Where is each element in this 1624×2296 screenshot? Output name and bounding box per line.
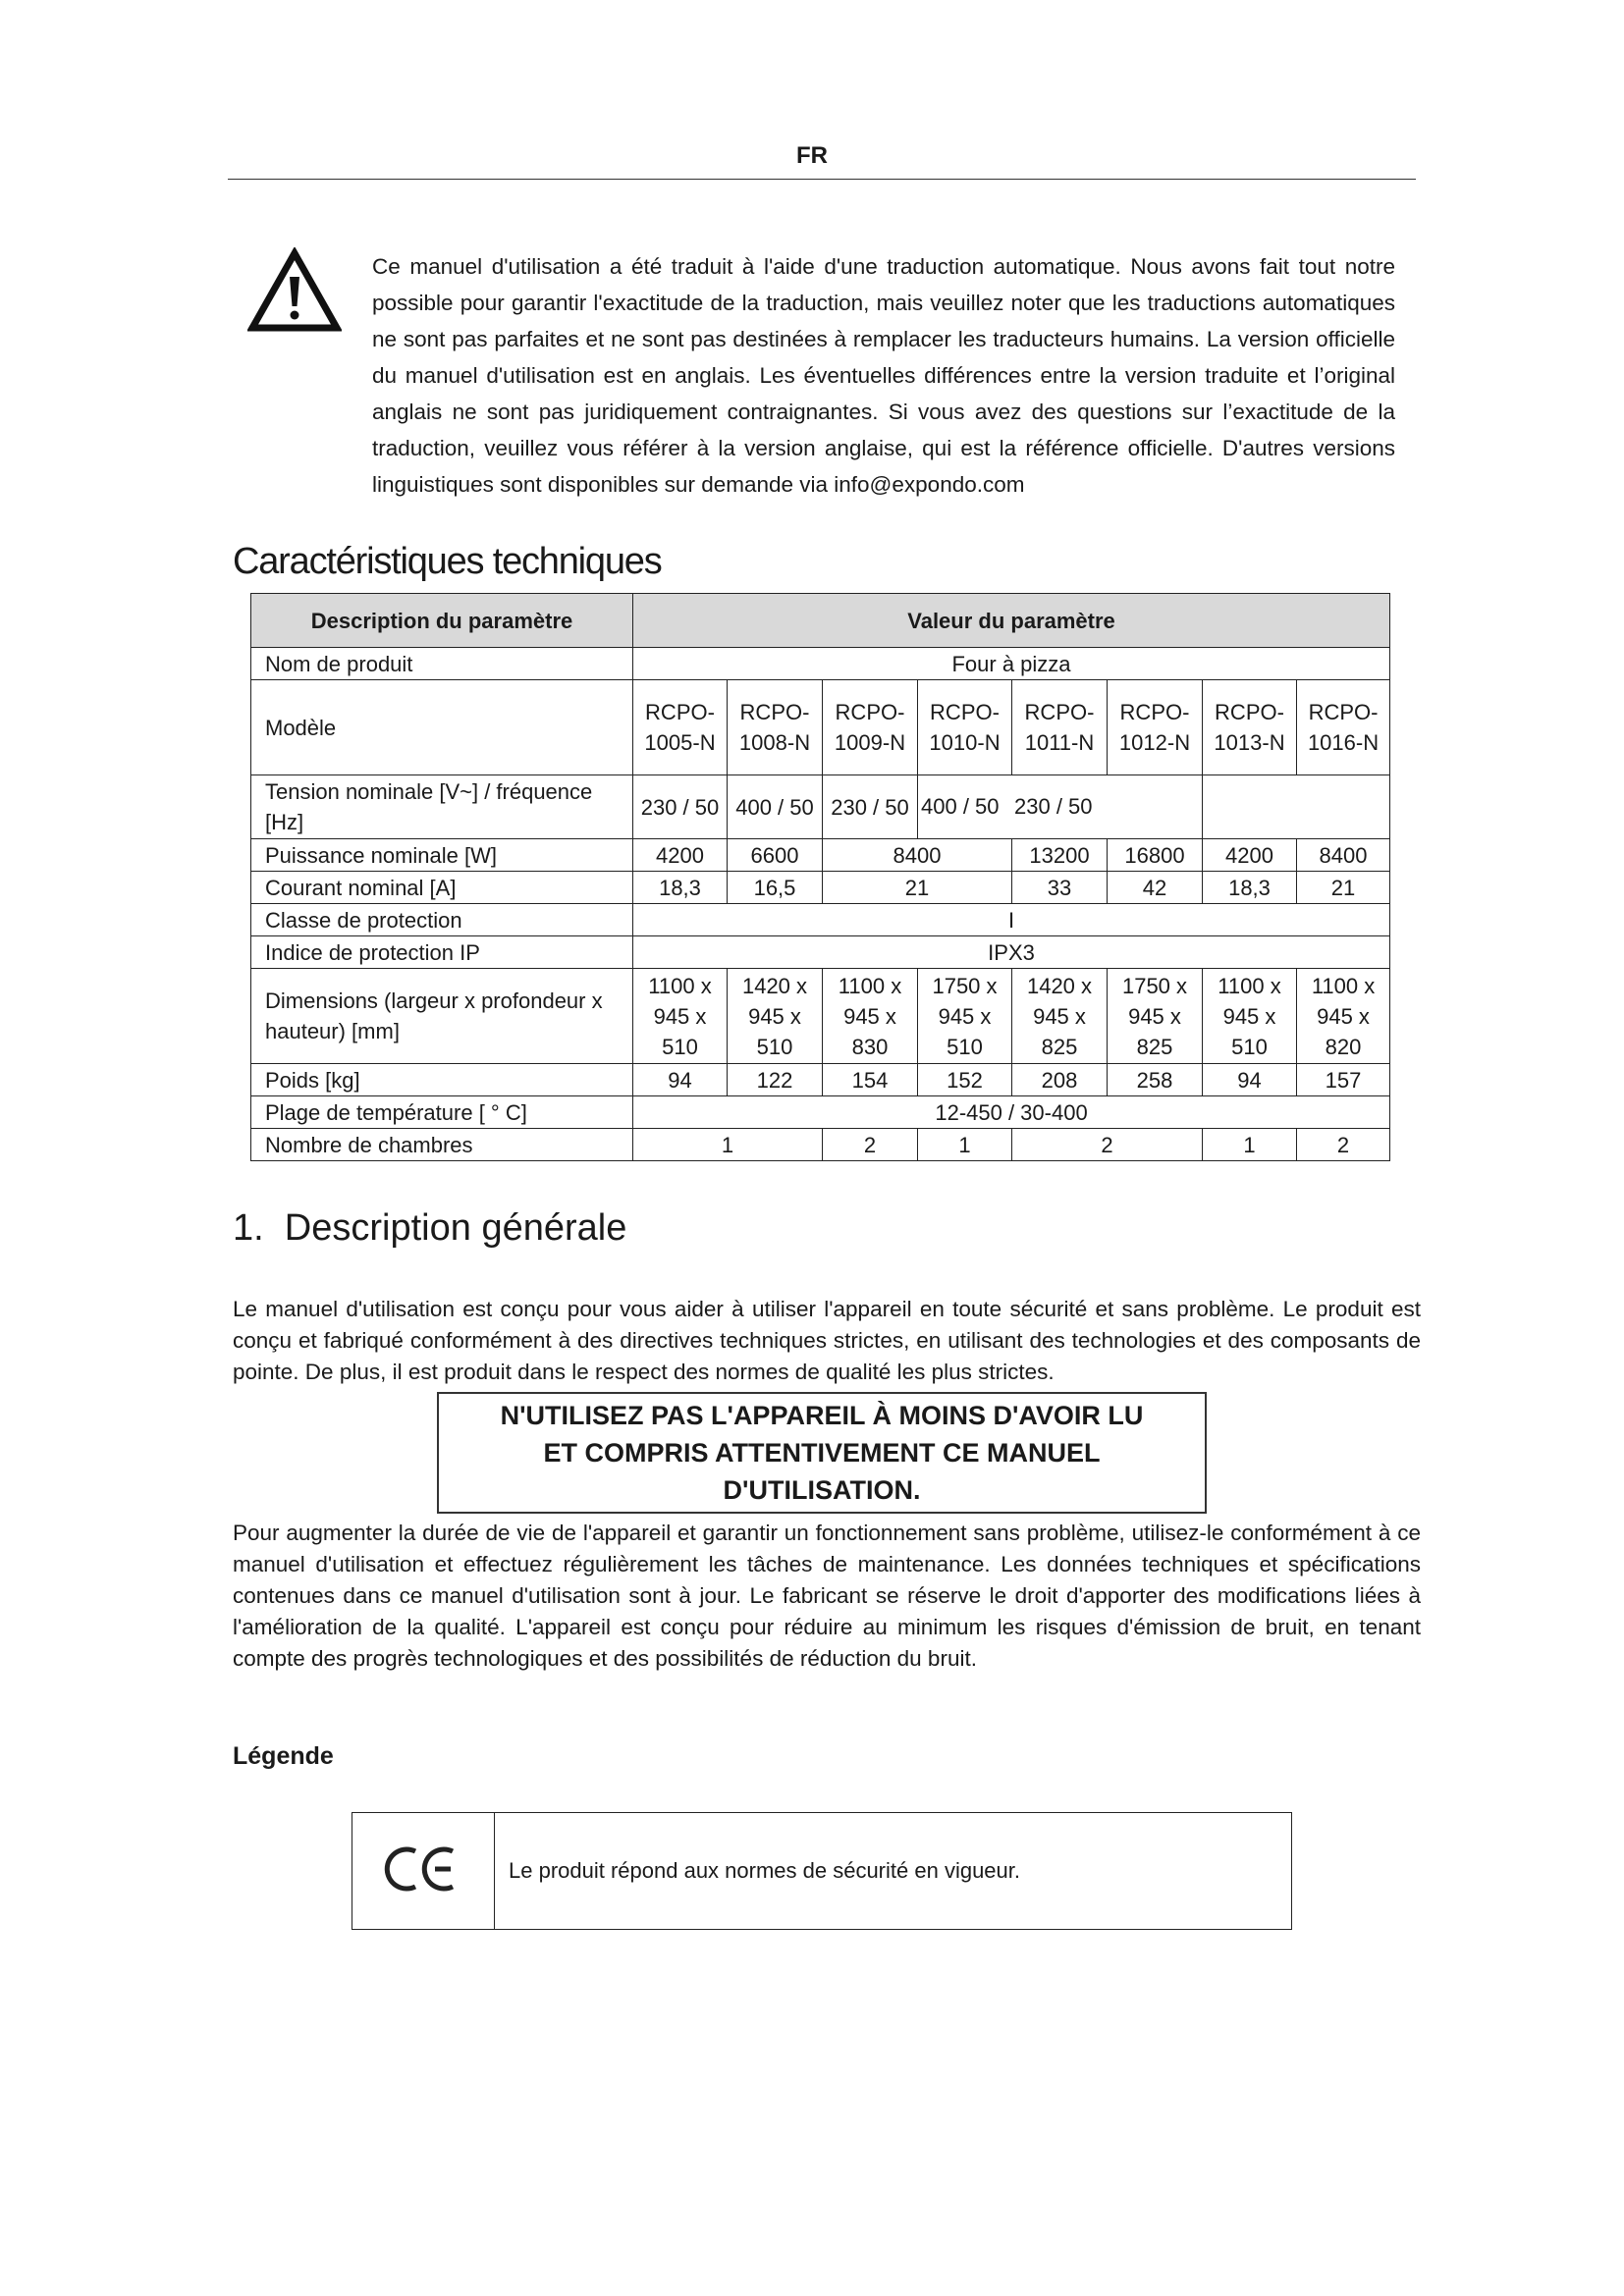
cell-value: 94 xyxy=(1203,1064,1297,1096)
cell-value: RCPO-1016-N xyxy=(1297,680,1390,775)
row-label: Tension nominale [V~] / fréquence [Hz] xyxy=(251,775,633,839)
cell-value: RCPO-1012-N xyxy=(1108,680,1203,775)
row-label: Poids [kg] xyxy=(251,1064,633,1096)
ce-mark-icon xyxy=(384,1840,462,1903)
header-language: FR xyxy=(796,142,828,169)
cell-value: RCPO-1009-N xyxy=(823,680,918,775)
body-paragraph: Pour augmenter la durée de vie de l'appareil et garantir un fonctionnement sans problème, utilisez-le conformément à ce manuel d'utilisation et effectuez régulièrement les tâches de maintenance. Les données techniques et spécifications contenues dans ce manuel d'utilisation sont à jour. Le fabricant se réserve le droit d'apporter des modifications liées à l'amélioration de la qualité. L'appareil est conçu pour réduire au minimum les risques d'émission de bruit, en tenant compte des progrès technologiques et des possibilités de réduction du bruit. xyxy=(233,1521,1421,1671)
voltage-230: 230 / 50 xyxy=(1014,794,1093,819)
cell-value: 1100 x 945 x 830 xyxy=(823,969,918,1064)
spec-table xyxy=(250,593,1390,1161)
cell-value: 42 xyxy=(1108,872,1203,904)
cell-value: 12-450 / 30-400 xyxy=(633,1096,1390,1129)
cell-value: I xyxy=(633,904,1390,936)
row-label: Indice de protection IP xyxy=(251,936,633,969)
table-row xyxy=(251,872,1390,904)
row-label: Dimensions (largeur x profondeur x hauteur) [mm] xyxy=(251,969,633,1064)
cell-value: 18,3 xyxy=(633,872,728,904)
cell-value: 230 / 50 xyxy=(823,775,918,839)
table-row xyxy=(251,904,1390,936)
voltage-400: 400 / 50 xyxy=(921,794,1000,819)
header-divider xyxy=(228,179,1416,180)
cell-value: 1 xyxy=(1203,1129,1297,1161)
cell-value: RCPO-1008-N xyxy=(728,680,823,775)
cell-value: 2 xyxy=(823,1129,918,1161)
cell-value: 258 xyxy=(1108,1064,1203,1096)
legend-text: Le produit répond aux normes de sécurité en vigueur. xyxy=(509,1858,1020,1883)
table-row xyxy=(251,775,1390,839)
section-title: 1. Description générale xyxy=(233,1207,627,1249)
cell-value: 1100 x 945 x 820 xyxy=(1297,969,1390,1064)
cell-value: 1 xyxy=(918,1129,1012,1161)
cell-value: 1750 x 945 x 825 xyxy=(1108,969,1203,1064)
spec-heading: Caractéristiques techniques xyxy=(233,541,662,582)
notice-box xyxy=(437,1392,1207,1514)
col-param-header: Description du paramètre xyxy=(251,594,633,648)
cell-value: 21 xyxy=(823,872,1012,904)
cell-value: 33 xyxy=(1012,872,1108,904)
legend-symbol-cell xyxy=(352,1813,495,1929)
cell-value: RCPO-1013-N xyxy=(1203,680,1297,775)
cell-value: 154 xyxy=(823,1064,918,1096)
cell-value: 1420 x 945 x 825 xyxy=(1012,969,1108,1064)
cell-value: 1100 x 945 x 510 xyxy=(633,969,728,1064)
intro-paragraph: Le manuel d'utilisation est conçu pour vous aider à utiliser l'appareil en toute sécurité et sans problème. Le produit est conçu et fabriqué conformément à des directives techniques strictes, en utilisant des technologies et des composants de pointe. De plus, il est produit dans le respect des normes de qualité les plus strictes. xyxy=(233,1297,1421,1384)
cell-value: 21 xyxy=(1297,872,1390,904)
cell-value: 6600 xyxy=(728,839,823,872)
table-row xyxy=(251,969,1390,1064)
cell-value: 1100 x 945 x 510 xyxy=(1203,969,1297,1064)
row-label: Modèle xyxy=(251,680,633,775)
translation-warning-text: Ce manuel d'utilisation a été traduit à l'aide d'une traduction automatique. Nous avons fait tout notre possible pour garantir l'exactitude de la traduction, mais veuillez noter que les traductions automatiques ne sont pas parfaites et ne sont pas destinées à remplacer les traducteurs humains. La version officielle du manuel d'utilisation est en anglais. Les éventuelles différences entre la version traduite et l’original anglais ne sont pas juridiquement contraignantes. Si vous avez des questions sur l’exactitude de la traduction, veuillez vous référer à la version anglaise, qui est la référence officielle. D'autres versions linguistiques sont disponibles sur demande via info@expondo.com xyxy=(372,254,1395,497)
legend-heading: Légende xyxy=(233,1742,334,1770)
row-label: Classe de protection xyxy=(251,904,633,936)
cell-value: 208 xyxy=(1012,1064,1108,1096)
cell-value: RCPO-1005-N xyxy=(633,680,728,775)
row-label: Nom de produit xyxy=(251,648,633,680)
cell-value: 18,3 xyxy=(1203,872,1297,904)
cell-value xyxy=(918,775,1203,839)
row-label: Puissance nominale [W] xyxy=(251,839,633,872)
table-row xyxy=(251,839,1390,872)
cell-value: 1420 x 945 x 510 xyxy=(728,969,823,1064)
warning-triangle-icon xyxy=(247,247,342,334)
cell-value: 1750 x 945 x 510 xyxy=(918,969,1012,1064)
table-row xyxy=(251,1129,1390,1161)
col-value-header: Valeur du paramètre xyxy=(633,594,1390,648)
table-row xyxy=(251,680,1390,775)
row-label: Plage de température [ ° C] xyxy=(251,1096,633,1129)
cell-value: Four à pizza xyxy=(633,648,1390,680)
cell-value: 4200 xyxy=(633,839,728,872)
cell-value: 16800 xyxy=(1108,839,1203,872)
cell-value: 13200 xyxy=(1012,839,1108,872)
cell-value: 2 xyxy=(1012,1129,1203,1161)
cell-value: 2 xyxy=(1297,1129,1390,1161)
cell-value: 94 xyxy=(633,1064,728,1096)
cell-value: 122 xyxy=(728,1064,823,1096)
row-label: Nombre de chambres xyxy=(251,1129,633,1161)
cell-empty xyxy=(1203,775,1390,839)
notice-text: N'UTILISEZ PAS L'APPAREIL À MOINS D'AVOIR LU ET COMPRIS ATTENTIVEMENT CE MANUEL D'UTILISATION. xyxy=(500,1401,1144,1505)
cell-value: 400 / 50 xyxy=(728,775,823,839)
cell-value: 8400 xyxy=(823,839,1012,872)
table-row xyxy=(251,1064,1390,1096)
cell-value: 16,5 xyxy=(728,872,823,904)
table-row xyxy=(251,936,1390,969)
table-row xyxy=(251,1096,1390,1129)
cell-value: 1 xyxy=(633,1129,823,1161)
cell-value: 157 xyxy=(1297,1064,1390,1096)
cell-value: IPX3 xyxy=(633,936,1390,969)
table-row xyxy=(251,648,1390,680)
cell-value: RCPO-1011-N xyxy=(1012,680,1108,775)
row-label: Courant nominal [A] xyxy=(251,872,633,904)
spec-header-row xyxy=(251,594,1390,648)
cell-value: RCPO-1010-N xyxy=(918,680,1012,775)
cell-value: 230 / 50 xyxy=(633,775,728,839)
cell-value: 8400 xyxy=(1297,839,1390,872)
cell-value: 152 xyxy=(918,1064,1012,1096)
cell-value: 4200 xyxy=(1203,839,1297,872)
legend-table xyxy=(352,1812,1292,1930)
